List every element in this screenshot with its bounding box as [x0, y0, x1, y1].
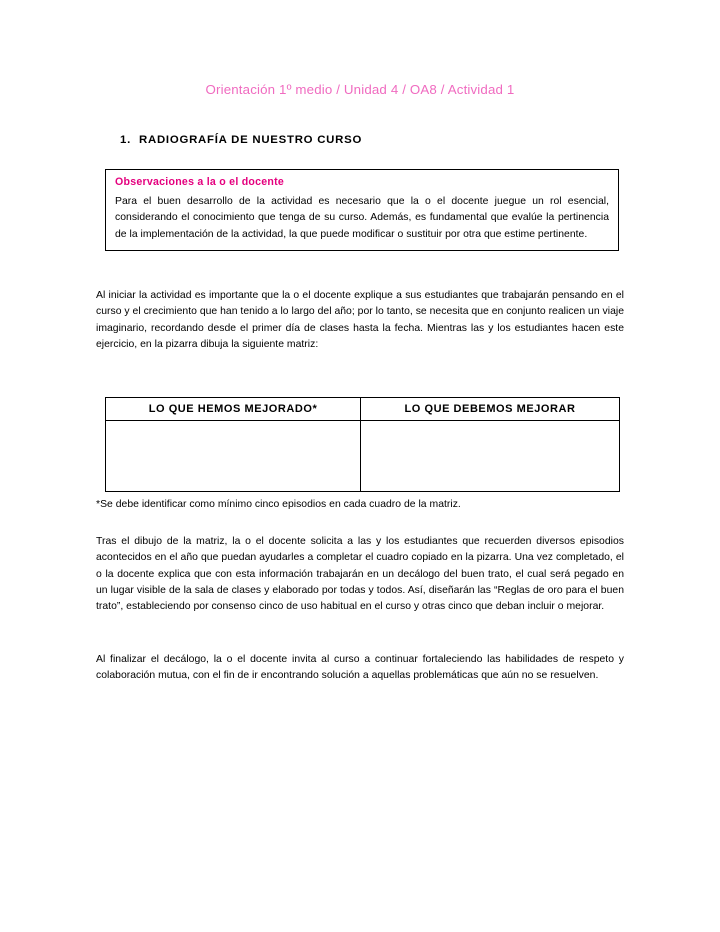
table-header-row [106, 398, 620, 421]
activity-heading [120, 134, 362, 146]
table-row [106, 421, 620, 492]
observations-heading: Observaciones a la o el docente [115, 176, 285, 188]
document-title: Orientación 1º medio / Unidad 4 / OA8 / Actividad 1 [205, 82, 515, 97]
paragraph-after-matrix: Tras el dibujo de la matriz, la o el docente solicita a las y los estudiantes que recuerden diversos episodios acontecidos en el año que puedan ayudarles a completar el cuadro copiado en la pizarra. Una vez completado, el o la docente explica que con esta información trabajarán en un decálogo del buen trato, el cual será pegado en un lugar visible de la sala de clases y elaborado por todas y todos. Así, diseñarán las “Reglas de oro para el buen trato”, estableciendo por consenso cinco de uso habitual en el curso y otras cinco que deban incluir o mejorar. [96, 536, 624, 613]
observations-box [105, 169, 619, 251]
paragraph-intro: Al iniciar la actividad es importante que la o el docente explique a sus estudiantes que trabajarán pensando en el curso y el crecimiento que han tenido a lo largo del año; por lo tanto, se necesita que en conjunto realicen un viaje imaginario, recordando desde el primer día de clases hasta la fecha. Mientras las y los estudiantes hacen este ejercicio, en la pizarra dibuja la siguiente matriz: [96, 290, 624, 350]
activity-number: 1. [120, 134, 131, 146]
matrix-footnote: *Se debe identificar como mínimo cinco episodios en cada cuadro de la matriz. [96, 499, 461, 510]
paragraph-closing: Al finalizar el decálogo, la o el docente invita al curso a continuar fortaleciendo las habilidades de respeto y colaboración mutua, con el fin de ir encontrando solución a aquellas problemáticas que aún no se resuelven. [96, 654, 624, 682]
activity-heading-label: RADIOGRAFÍA DE NUESTRO CURSO [139, 134, 363, 146]
observations-body-text: Para el buen desarrollo de la actividad es necesario que la o el docente juegue un rol esencial, considerando el conocimiento que tenga de su curso. Además, es fundamental que evalúe la pertinencia de la implementación de la actividad, la que puede modificar o sustituir por otra que estime pertinente. [115, 196, 609, 240]
table-cell-to-improve-empty[interactable] [361, 421, 620, 492]
matrix-table-wrapper [105, 397, 619, 492]
table-header-cell-improved: LO QUE HEMOS MEJORADO* [106, 398, 361, 421]
table-header-cell-to-improve: LO QUE DEBEMOS MEJORAR [361, 398, 620, 421]
table-cell-improved-empty[interactable] [106, 421, 361, 492]
matrix-table [105, 397, 620, 492]
